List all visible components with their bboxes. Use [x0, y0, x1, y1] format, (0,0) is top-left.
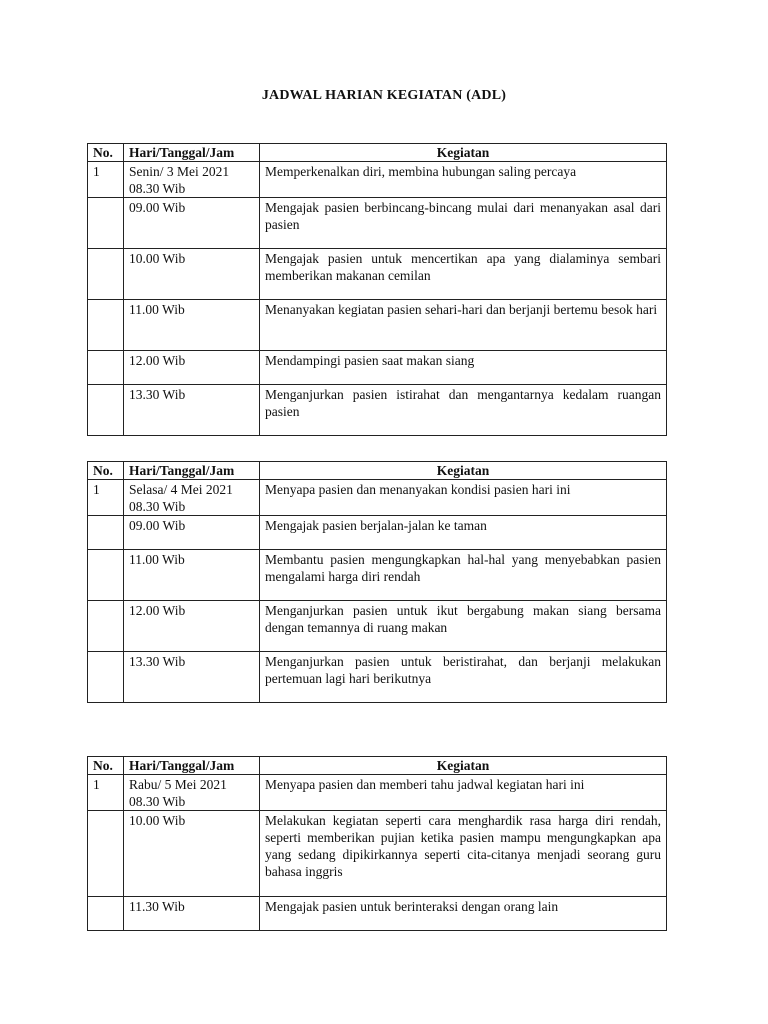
row-time: 09.00 Wib — [124, 516, 260, 550]
row-activity: Mengajak pasien berbincang-bincang mulai dari menanyakan asal dari pasien — [260, 198, 667, 249]
row-activity: Membantu pasien mengungkapkan hal-hal yang menyebabkan pasien mengalami harga diri rendah — [260, 550, 667, 601]
table-row — [88, 249, 667, 300]
row-number — [88, 198, 124, 249]
row-activity: Menganjurkan pasien untuk beristirahat, dan berjanji melakukan pertemuan lagi hari berikutnya — [260, 652, 667, 703]
table-header-row — [88, 757, 667, 775]
row-number — [88, 897, 124, 931]
table-row — [88, 550, 667, 601]
header-no: No. — [88, 757, 124, 775]
table-row — [88, 897, 667, 931]
header-activity: Kegiatan — [260, 462, 667, 480]
row-activity: Mendampingi pasien saat makan siang — [260, 351, 667, 385]
row-number: 1 — [88, 775, 124, 811]
row-number — [88, 516, 124, 550]
schedule-table-day-1 — [87, 143, 667, 436]
row-activity: Memperkenalkan diri, membina hubungan saling percaya — [260, 162, 667, 198]
schedule-table-day-3 — [87, 756, 667, 931]
table-row — [88, 775, 667, 811]
table-row — [88, 385, 667, 436]
row-number — [88, 652, 124, 703]
table-row — [88, 351, 667, 385]
row-activity: Mengajak pasien berjalan-jalan ke taman — [260, 516, 667, 550]
row-time: 12.00 Wib — [124, 601, 260, 652]
row-activity: Menganjurkan pasien istirahat dan mengantarnya kedalam ruangan pasien — [260, 385, 667, 436]
row-number — [88, 601, 124, 652]
table-row — [88, 811, 667, 897]
row-activity: Menyapa pasien dan menanyakan kondisi pasien hari ini — [260, 480, 667, 516]
table-row — [88, 300, 667, 351]
header-activity: Kegiatan — [260, 144, 667, 162]
row-time: 11.30 Wib — [124, 897, 260, 931]
row-number: 1 — [88, 480, 124, 516]
row-time: 10.00 Wib — [124, 811, 260, 897]
row-day-time — [124, 162, 260, 198]
table-row — [88, 601, 667, 652]
header-no: No. — [88, 144, 124, 162]
table-row — [88, 198, 667, 249]
row-time: 13.30 Wib — [124, 652, 260, 703]
row-time: 08.30 Wib — [129, 794, 186, 809]
row-number — [88, 385, 124, 436]
row-time: 08.30 Wib — [129, 181, 186, 196]
row-time: 11.00 Wib — [124, 550, 260, 601]
row-activity: Melakukan kegiatan seperti cara menghardik rasa harga diri rendah, seperti memberikan pujian ketika pasien mampu mengungkapkan apa yang sedang dipikirkannya seperti cita-citanya menjadi seorang guru bahasa inggris — [260, 811, 667, 897]
row-number: 1 — [88, 162, 124, 198]
table-header-row — [88, 144, 667, 162]
header-activity: Kegiatan — [260, 757, 667, 775]
schedule-table-day-2 — [87, 461, 667, 703]
table-row — [88, 162, 667, 198]
row-time: 12.00 Wib — [124, 351, 260, 385]
row-time: 11.00 Wib — [124, 300, 260, 351]
row-day: Selasa/ 4 Mei 2021 — [129, 482, 233, 497]
table-row — [88, 516, 667, 550]
row-activity: Menyapa pasien dan memberi tahu jadwal kegiatan hari ini — [260, 775, 667, 811]
row-activity: Menanyakan kegiatan pasien sehari-hari dan berjanji bertemu besok hari — [260, 300, 667, 351]
row-day-time — [124, 775, 260, 811]
row-time: 13.30 Wib — [124, 385, 260, 436]
table-row — [88, 652, 667, 703]
row-day: Rabu/ 5 Mei 2021 — [129, 777, 227, 792]
row-time: 10.00 Wib — [124, 249, 260, 300]
table-row — [88, 480, 667, 516]
row-day: Senin/ 3 Mei 2021 — [129, 164, 230, 179]
row-day-time — [124, 480, 260, 516]
document-title: JADWAL HARIAN KEGIATAN (ADL) — [261, 88, 507, 103]
header-day: Hari/Tanggal/Jam — [124, 462, 260, 480]
row-time: 09.00 Wib — [124, 198, 260, 249]
row-activity: Mengajak pasien untuk berinteraksi dengan orang lain — [260, 897, 667, 931]
row-number — [88, 249, 124, 300]
row-number — [88, 811, 124, 897]
table-header-row — [88, 462, 667, 480]
header-no: No. — [88, 462, 124, 480]
row-activity: Mengajak pasien untuk mencertikan apa yang dialaminya sembari memberikan makanan cemilan — [260, 249, 667, 300]
row-number — [88, 351, 124, 385]
header-day: Hari/Tanggal/Jam — [124, 757, 260, 775]
row-time: 08.30 Wib — [129, 499, 186, 514]
row-activity: Menganjurkan pasien untuk ikut bergabung makan siang bersama dengan temannya di ruang makan — [260, 601, 667, 652]
header-day: Hari/Tanggal/Jam — [124, 144, 260, 162]
row-number — [88, 550, 124, 601]
row-number — [88, 300, 124, 351]
